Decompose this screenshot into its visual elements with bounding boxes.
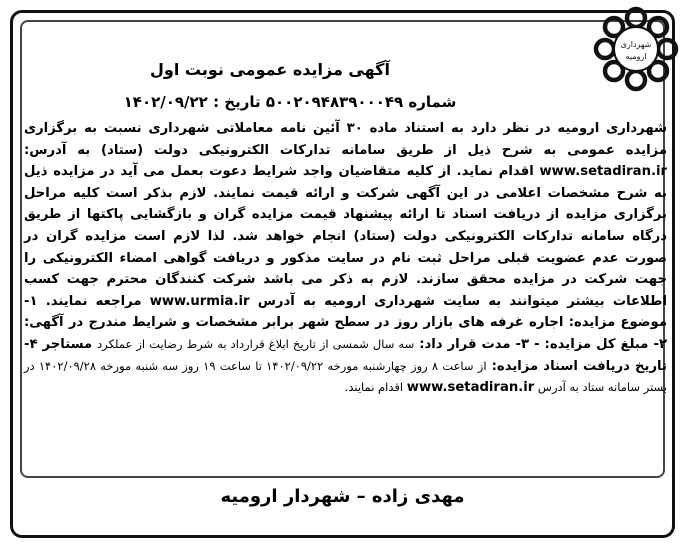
- body-text-3: مراجعه نمایند. ۱- موضوع مزایده: اجاره غرفه های بازار روز در سطح شهر برابر مشخصات و شرایط مندرج در آگهی: ۲- مبلغ کل مزایده: - ۳- مدت قرار داد:: [24, 293, 667, 352]
- svg-text:ارومیه: ارومیه: [625, 52, 647, 61]
- svg-text:شهرداری: شهرداری: [620, 40, 652, 49]
- body-text-4: مستاجر ۴- تاریخ دریافت اسناد مزایده:: [24, 336, 667, 374]
- setadiran-link[interactable]: www.setadiran.ir: [539, 164, 667, 180]
- urmia-municipality-logo: [591, 4, 681, 94]
- mayor-signature: مهدی زاده – شهردار ارومیه: [220, 486, 465, 507]
- setadiran-link-2[interactable]: www.setadiran.ir: [406, 380, 535, 396]
- notice-title: آگهی مزایده عمومی نوبت اول: [150, 60, 390, 79]
- body-text-2: اقدام نماید. از کلیه متقاضیان واجد شرایط دعوت بعمل می آید در مزایده ذیل به شرح مشخصات اعلامی در این آگهی شرکت و ارائه قیمت نمایند. لازم بذکر است کلیه مراحل برگزاری مزایده از دریافت اسناد تا ارائه پیشنهاد قیمت مزایده گران و بازگشایی پاکتها از طریق درگاه سامانه تدارکات الکترونیکی دولت (ستاد) انجام خواهد شد. لذا لازم است مزایده گران در صورت عدم عضویت قبلی مراحل ثبت نام در سایت مذکور و دریافت گواهی امضاء الکترونیکی را جهت شرکت در مزایده محقق سازند. لازم به ذکر می باشد شرکت کنندگان محترم جهت کسب اطلاعات بیشتر میتوانند به سایت شهرداری ارومیه به آدرس: [24, 164, 667, 309]
- document-dates-text: از ساعت ۸ روز چهارشنبه مورخه ۱۴۰۲/۰۹/۲۲ تا ساعت ۱۹ روز سه شنبه مورخه ۱۴۰۲/۰۹/۲۸ در بستر سامانه ستاد به آدرس: [24, 358, 667, 395]
- body-text-1: شهرداری ارومیه در نظر دارد به استناد ماده ۳۰ آئین نامه معاملاتی شهرداری نسبت به برگزاری مزایده عمومی به شرح ذیل از طریق سامانه تدارکات الکترونیکی دولت (ستاد) به آدرس:: [24, 121, 667, 158]
- notice-paragraph: [24, 118, 667, 399]
- notice-body: [24, 118, 667, 399]
- urmia-link[interactable]: www.urmia.ir: [149, 293, 250, 309]
- contract-duration-text: سه سال شمسی از تاریخ ابلاغ قرارداد به شرط رضایت از عملکرد: [97, 336, 415, 351]
- notice-number-and-date: شماره ۵۰۰۲۰۹۴۸۳۹۰۰۰۴۹ تاریخ : ۱۴۰۲/۰۹/۲۲: [123, 93, 457, 111]
- body-text-5: اقدام نمایند.: [344, 380, 407, 395]
